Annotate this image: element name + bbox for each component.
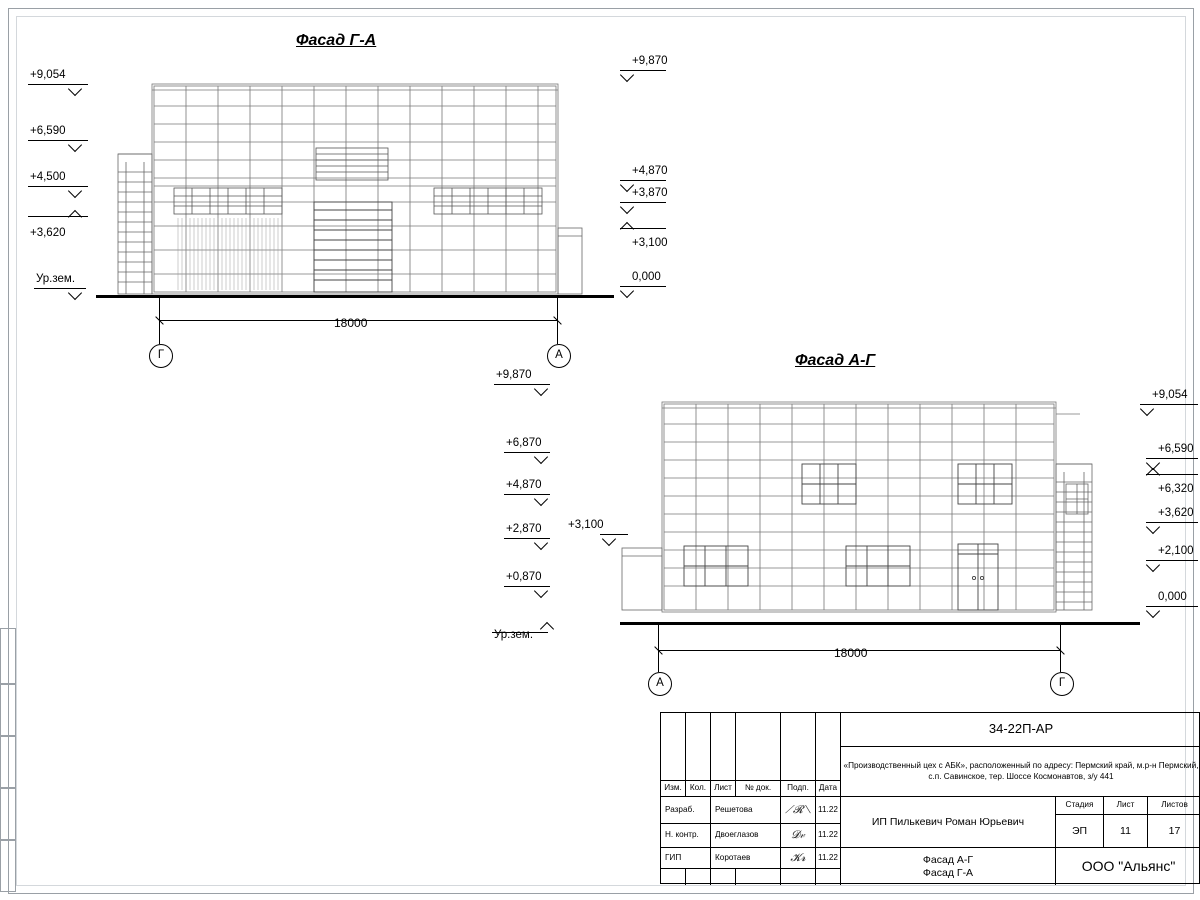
sheet-value: 11 xyxy=(1104,815,1148,848)
revision-empty-cell xyxy=(736,747,781,764)
level-label: +4,500 xyxy=(30,171,66,183)
level-label: +9,870 xyxy=(496,369,532,381)
ground-line xyxy=(96,295,614,298)
axis-marker-left: А xyxy=(648,672,672,696)
revision-empty-cell xyxy=(661,764,686,781)
date-developer: 11.22 xyxy=(816,797,841,824)
revision-empty-cell xyxy=(711,869,736,885)
level-label: +2,100 xyxy=(1158,545,1194,557)
ground-line xyxy=(620,622,1140,625)
role-label-developer: Разраб. xyxy=(661,797,711,824)
level-label: 0,000 xyxy=(632,271,661,283)
object-description: «Производственный цех с АБК», расположенный по адресу: Пермский край, м.р-н Пермский, с.п. Савинское, тер. Шоссе Космонавтов, з/у 441 xyxy=(841,747,1200,797)
revision-header-list: Лист xyxy=(711,781,736,797)
revision-empty-cell xyxy=(711,713,736,730)
drawing-code: 34-22П-АР xyxy=(841,713,1200,747)
level-label: +6,590 xyxy=(1158,443,1194,455)
margin-stub-cell xyxy=(0,736,16,788)
level-label: +2,870 xyxy=(506,523,542,535)
level-label: +9,054 xyxy=(30,69,66,81)
revision-header-kol: Кол. xyxy=(686,781,711,797)
dimension-value: 18000 xyxy=(834,646,868,660)
level-label: +3,100 xyxy=(568,519,604,531)
revision-empty-cell xyxy=(781,764,816,781)
level-leader xyxy=(492,632,548,633)
role-name-developer: Решетова xyxy=(711,797,781,824)
signature-normcontrol xyxy=(781,824,816,848)
revision-empty-cell xyxy=(711,730,736,747)
level-label: +9,870 xyxy=(632,55,668,67)
revision-empty-cell xyxy=(781,869,816,885)
level-label: +6,590 xyxy=(30,125,66,137)
customer-name: ИП Пилькевич Роман Юрьевич xyxy=(841,797,1056,848)
margin-stub-cell xyxy=(0,840,16,892)
level-label: +3,620 xyxy=(30,227,66,239)
revision-empty-cell xyxy=(816,764,841,781)
company-name: ООО "Альянс" xyxy=(1081,858,1176,875)
revision-empty-cell xyxy=(661,869,686,885)
role-name-gip: Коротаев xyxy=(711,848,781,869)
revision-empty-cell xyxy=(711,764,736,781)
signature-developer xyxy=(781,797,816,824)
level-label: +4,870 xyxy=(632,165,668,177)
axis-marker-right: А xyxy=(547,344,571,368)
level-leader xyxy=(28,140,88,141)
date-gip: 11.22 xyxy=(816,848,841,869)
signature-gip xyxy=(781,848,816,869)
revision-header-izm: Изм. xyxy=(661,781,686,797)
sheet-content-line1: Фасад А-Г xyxy=(922,854,974,867)
revision-header-sign: Подп. xyxy=(781,781,816,797)
revision-empty-cell xyxy=(736,713,781,730)
role-label-gip: ГИП xyxy=(661,848,711,869)
stage-header: Стадия xyxy=(1056,797,1104,815)
level-label: 0,000 xyxy=(1158,591,1187,603)
level-label: +3,100 xyxy=(632,237,668,249)
sheet-content-line2: Фасад Г-А xyxy=(922,866,974,879)
revision-empty-cell xyxy=(816,747,841,764)
level-leader xyxy=(28,84,88,85)
margin-stub-cell xyxy=(0,788,16,840)
level-label: +6,320 xyxy=(1158,483,1194,495)
revision-empty-cell xyxy=(736,730,781,747)
axis-marker-left: Г xyxy=(149,344,173,368)
revision-empty-cell xyxy=(781,713,816,730)
role-name-normcontrol: Двоеглазов xyxy=(711,824,781,848)
revision-empty-cell xyxy=(816,713,841,730)
facade-ga-drawing xyxy=(96,76,626,306)
facade-ag-drawing xyxy=(614,396,1094,624)
sheets-header: Листов xyxy=(1148,797,1200,815)
facade-ga-title: Фасад Г-А xyxy=(296,32,377,49)
signature-glyph: 𝓚𝓻 xyxy=(790,851,806,864)
revision-empty-cell xyxy=(661,730,686,747)
revision-empty-cell xyxy=(686,764,711,781)
signature-glyph: ⟋𝓡⟍ xyxy=(785,803,811,816)
revision-empty-cell xyxy=(736,764,781,781)
revision-empty-cell xyxy=(686,730,711,747)
sheet-content xyxy=(841,848,1056,885)
revision-empty-cell xyxy=(661,747,686,764)
revision-empty-cell xyxy=(781,730,816,747)
revision-empty-cell xyxy=(816,730,841,747)
axis-marker-right: Г xyxy=(1050,672,1074,696)
revision-empty-cell xyxy=(781,747,816,764)
level-label: Ур.зем. xyxy=(494,629,534,641)
dimension-value: 18000 xyxy=(334,316,368,330)
sheets-value: 17 xyxy=(1148,815,1200,848)
level-label: +6,870 xyxy=(506,437,542,449)
revision-header-doc: № док. xyxy=(736,781,781,797)
revision-empty-cell xyxy=(661,713,686,730)
revision-empty-cell xyxy=(686,869,711,885)
facade-ag-title: Фасад А-Г xyxy=(795,352,876,369)
level-label: +9,054 xyxy=(1152,389,1188,401)
margin-stub-cell xyxy=(0,628,16,684)
facade-ga-elevation xyxy=(96,76,626,311)
signature-glyph: 𝓓𝓋 xyxy=(791,829,805,842)
revision-empty-cell xyxy=(736,869,781,885)
level-label: Ур.зем. xyxy=(36,273,76,285)
level-label: +4,870 xyxy=(506,479,542,491)
axis-extension-line xyxy=(658,624,659,672)
margin-stub-cell xyxy=(0,684,16,736)
revision-empty-cell xyxy=(711,747,736,764)
revision-empty-cell xyxy=(686,747,711,764)
sheet-header: Лист xyxy=(1104,797,1148,815)
axis-extension-line xyxy=(1060,624,1061,672)
role-label-normcontrol: Н. контр. xyxy=(661,824,711,848)
date-normcontrol: 11.22 xyxy=(816,824,841,848)
title-block xyxy=(660,712,1200,884)
revision-empty-cell xyxy=(816,869,841,885)
revision-empty-cell xyxy=(686,713,711,730)
level-leader xyxy=(28,186,88,187)
stage-value: ЭП xyxy=(1056,815,1104,848)
level-label: +0,870 xyxy=(506,571,542,583)
facade-ag-elevation xyxy=(614,396,1094,629)
level-label: +3,870 xyxy=(632,187,668,199)
revision-header-date: Дата xyxy=(816,781,841,797)
level-label: +3,620 xyxy=(1158,507,1194,519)
